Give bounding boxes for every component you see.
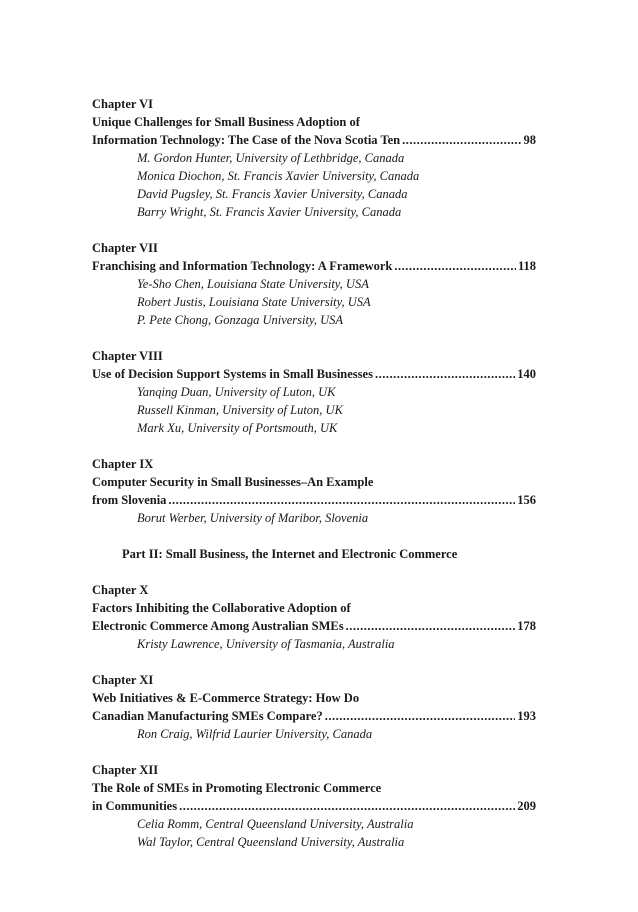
chapter-title-row <box>92 365 536 383</box>
chapter-title-line: in Communities <box>92 799 178 813</box>
author-line: Borut Werber, University of Maribor, Slovenia <box>137 511 369 525</box>
author-line: P. Pete Chong, Gonzaga University, USA <box>137 313 343 327</box>
author-line: Celia Romm, Central Queensland University, Australia <box>137 817 414 831</box>
chapter-list-part-2 <box>92 581 536 851</box>
toc-entry <box>92 455 536 527</box>
table-of-contents <box>92 95 536 869</box>
chapter-title-line: Web Initiatives & E-Commerce Strategy: How Do <box>92 691 360 705</box>
chapter-label: Chapter VII <box>92 241 158 255</box>
author-line: Ye-Sho Chen, Louisiana State University, USA <box>137 277 369 291</box>
chapter-title-line: Use of Decision Support Systems in Small Businesses <box>92 367 373 381</box>
dot-leader <box>179 797 515 815</box>
dot-leader <box>325 707 516 725</box>
chapter-label: Chapter X <box>92 583 149 597</box>
author-line: David Pugsley, St. Francis Xavier University, Canada <box>137 187 408 201</box>
chapter-list-part-1 <box>92 95 536 527</box>
chapter-title-line: Electronic Commerce Among Australian SMEs <box>92 619 344 633</box>
author-line: Mark Xu, University of Portsmouth, UK <box>137 421 338 435</box>
dot-leader <box>402 131 521 149</box>
chapter-label: Chapter XI <box>92 673 154 687</box>
chapter-label: Chapter VI <box>92 97 154 111</box>
page-number: 178 <box>517 619 536 633</box>
page-number: 209 <box>517 799 536 813</box>
author-line: Monica Diochon, St. Francis Xavier University, Canada <box>137 169 420 183</box>
toc-entry <box>92 95 536 221</box>
author-line: Russell Kinman, University of Luton, UK <box>137 403 343 417</box>
author-line: Ron Craig, Wilfrid Laurier University, Canada <box>137 727 373 741</box>
toc-entry <box>92 347 536 437</box>
chapter-label: Chapter VIII <box>92 349 163 363</box>
page-number: 193 <box>517 709 536 723</box>
toc-entry <box>92 671 536 743</box>
author-line: Barry Wright, St. Francis Xavier University, Canada <box>137 205 402 219</box>
dot-leader <box>375 365 515 383</box>
chapter-title-line: The Role of SMEs in Promoting Electronic Commerce <box>92 781 382 795</box>
chapter-title-line: Unique Challenges for Small Business Adoption of <box>92 115 360 129</box>
dot-leader <box>168 491 515 509</box>
chapter-title-line: Computer Security in Small Businesses–An Example <box>92 475 374 489</box>
toc-entry <box>92 761 536 851</box>
toc-entry <box>92 239 536 329</box>
author-line: Kristy Lawrence, University of Tasmania, Australia <box>137 637 395 651</box>
author-line: Robert Justis, Louisiana State University, USA <box>137 295 371 309</box>
chapter-title-row <box>92 797 536 815</box>
chapter-title-row <box>92 707 536 725</box>
chapter-title-line: Canadian Manufacturing SMEs Compare? <box>92 709 323 723</box>
chapter-label: Chapter XII <box>92 763 159 777</box>
chapter-title-row <box>92 617 536 635</box>
chapter-title-line: from Slovenia <box>92 493 167 507</box>
toc-entry <box>92 581 536 653</box>
chapter-title-line: Information Technology: The Case of the Nova Scotia Ten <box>92 133 401 147</box>
author-line: Yanqing Duan, University of Luton, UK <box>137 385 336 399</box>
page-number: 156 <box>517 493 536 507</box>
page-number: 118 <box>517 259 536 273</box>
page-number: 98 <box>523 133 536 147</box>
author-line: Wal Taylor, Central Queensland University, Australia <box>137 835 405 849</box>
part-heading: Part II: Small Business, the Internet and Electronic Commerce <box>122 547 458 561</box>
author-line: M. Gordon Hunter, University of Lethbridge, Canada <box>137 151 405 165</box>
dot-leader <box>346 617 516 635</box>
chapter-title-row <box>92 257 536 275</box>
chapter-label: Chapter IX <box>92 457 154 471</box>
chapter-title-line: Factors Inhibiting the Collaborative Adoption of <box>92 601 351 615</box>
chapter-title-row <box>92 491 536 509</box>
dot-leader <box>394 257 516 275</box>
chapter-title-row <box>92 131 536 149</box>
page-number: 140 <box>517 367 536 381</box>
chapter-title-line: Franchising and Information Technology: A Framework <box>92 259 393 273</box>
